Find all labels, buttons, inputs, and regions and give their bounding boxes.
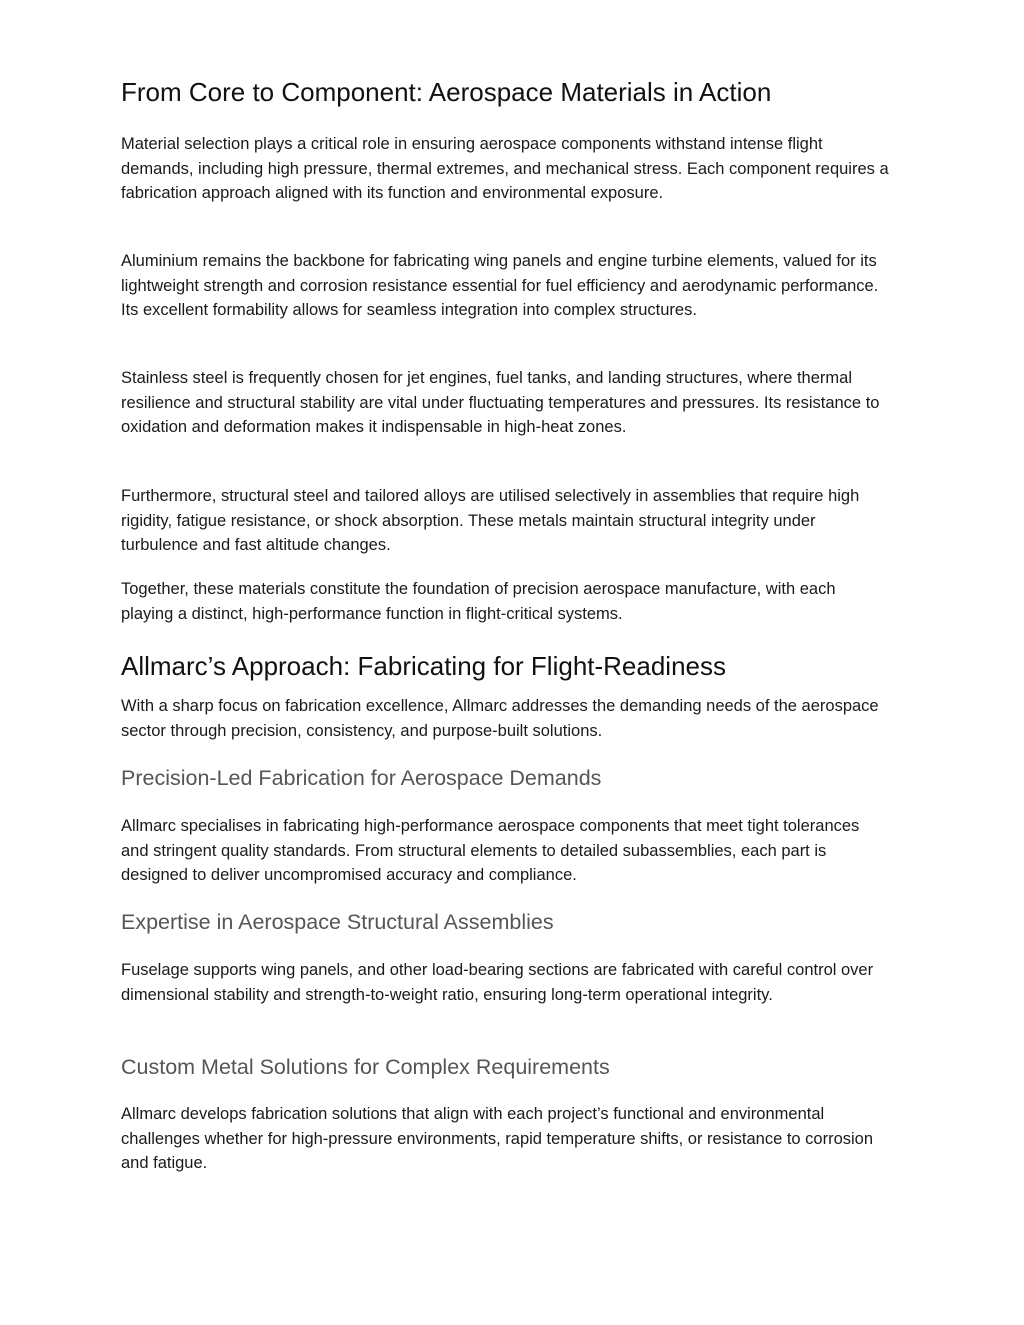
section-title-materials: From Core to Component: Aerospace Materials in Action [121, 77, 772, 107]
paragraph-allmarc-intro: With a sharp focus on fabrication excellence, Allmarc addresses the demanding needs of the aerospace sector through precision, consistency, and purpose-built solutions. [121, 697, 879, 740]
subheading-custom-metal: Custom Metal Solutions for Complex Requirements [121, 1055, 610, 1079]
paragraph-custom-metal: Allmarc develops fabrication solutions that align with each project’s functional and environmental challenges whether for high-pressure environments, rapid temperature shifts, or resistance to corrosion and fatigue. [121, 1105, 874, 1172]
subheading-structural-assemblies: Expertise in Aerospace Structural Assemblies [121, 910, 554, 934]
paragraph-structural-steel: Furthermore, structural steel and tailored alloys are utilised selectively in assemblies that require high rigidity, fatigue resistance, or shock absorption. These metals maintain structural integrity under turbulence and fast altitude changes. [121, 487, 860, 554]
paragraph-stainless-steel: Stainless steel is frequently chosen for jet engines, fuel tanks, and landing structures, where thermal resilience and structural stability are vital under fluctuating temperatures and pressures. Its resistance to oxidation and deformation makes it indispensable in high-heat zones. [121, 369, 880, 436]
paragraph-precision-led: Allmarc specialises in fabricating high-performance aerospace components that meet tight tolerances and stringent quality standards. From structural elements to detailed subassemblies, each part is designed to deliver uncompromised accuracy and compliance. [121, 817, 860, 884]
paragraph-structural-assemblies: Fuselage supports wing panels, and other load-bearing sections are fabricated with careful control over dimensional stability and strength-to-weight ratio, ensuring long-term operational integrity. [121, 961, 874, 1004]
paragraph-aluminium: Aluminium remains the backbone for fabricating wing panels and engine turbine elements, valued for its lightweight strength and corrosion resistance essential for fuel efficiency and aerodynamic performance. Its excellent formability allows for seamless integration into complex structures. [121, 252, 879, 319]
paragraph-material-selection: Material selection plays a critical role in ensuring aerospace components withstand intense flight demands, including high pressure, thermal extremes, and mechanical stress. Each component requires a fabrication approach aligned with its function and environmental exposure. [121, 135, 889, 202]
subheading-precision-led: Precision-Led Fabrication for Aerospace Demands [121, 766, 602, 790]
section-title-allmarc-approach: Allmarc’s Approach: Fabricating for Flight-Readiness [121, 651, 727, 681]
paragraph-together: Together, these materials constitute the foundation of precision aerospace manufacture, with each playing a distinct, high-performance function in flight-critical systems. [121, 580, 836, 623]
